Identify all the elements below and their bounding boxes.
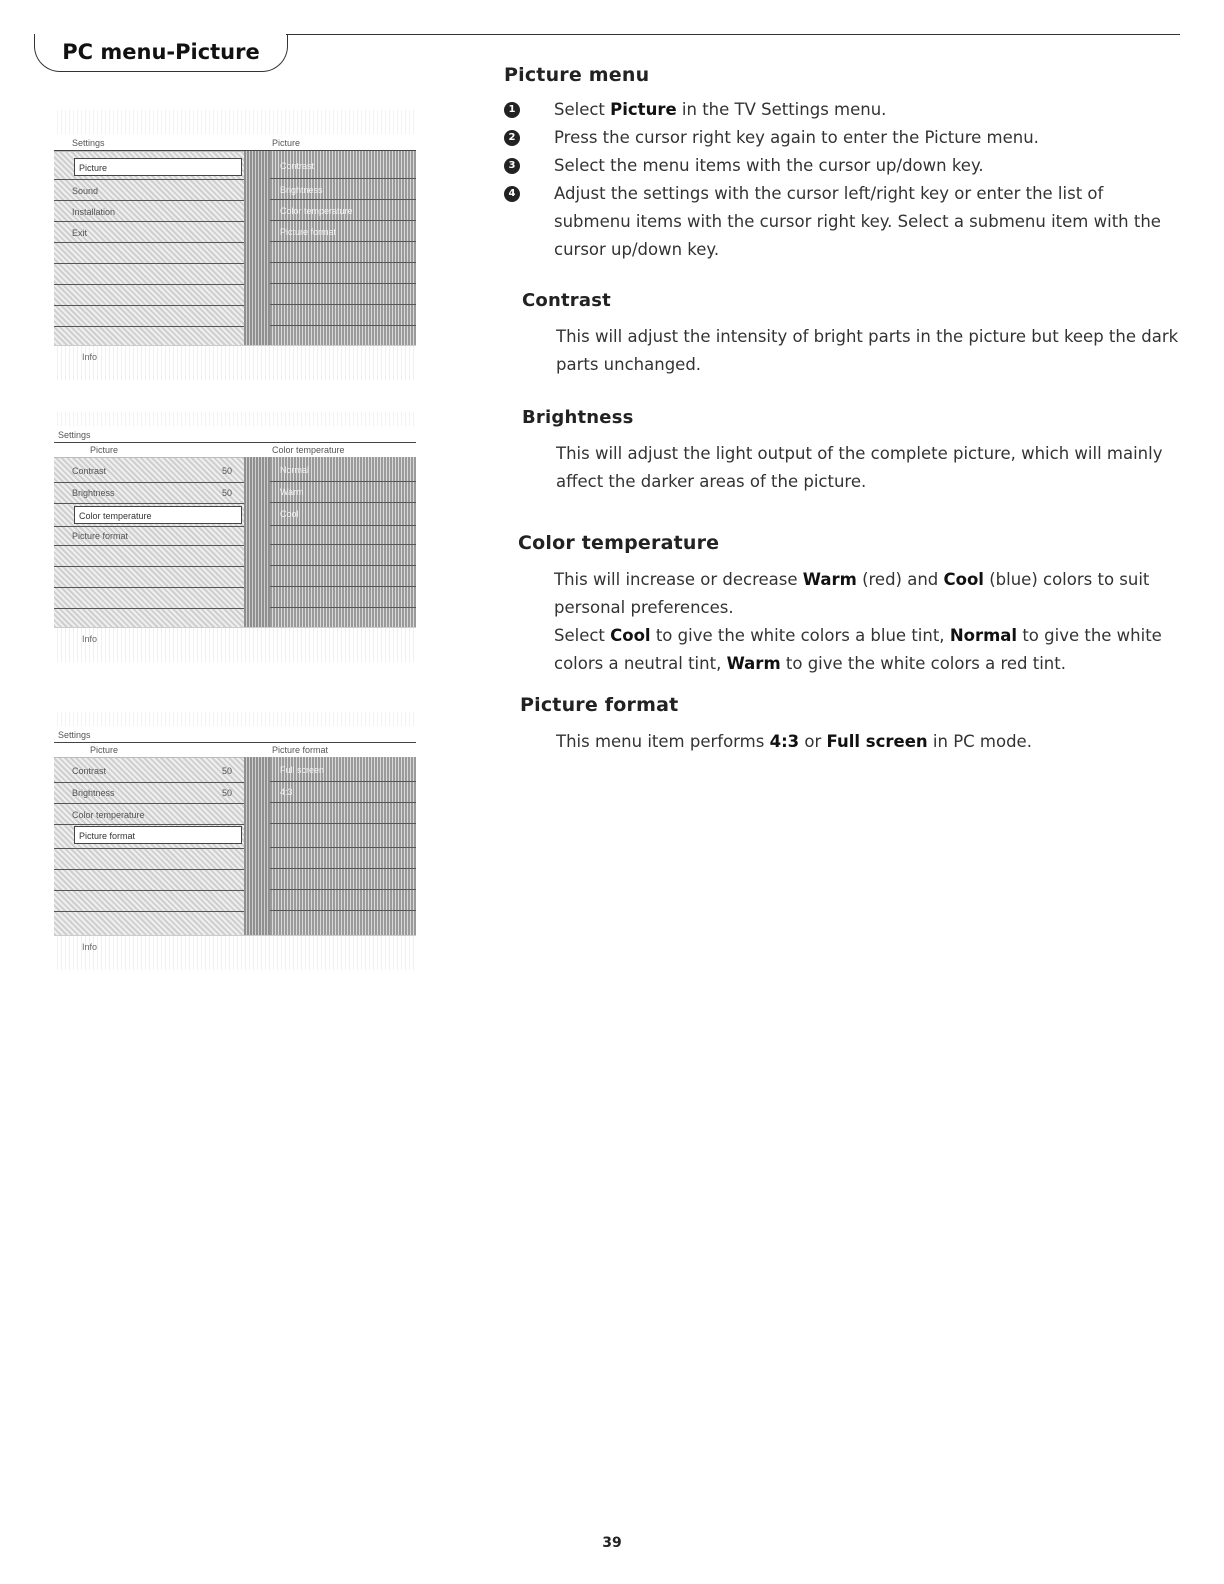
info-bar — [54, 345, 416, 380]
menu-item-exit[interactable]: Exit — [72, 228, 88, 238]
menu-subheader-right: Picture format — [272, 745, 329, 755]
submenu-item-warm[interactable]: Warm — [280, 487, 304, 497]
step-1: 1 Select Picture in the TV Settings menu. — [500, 96, 1180, 124]
menu-item-contrast[interactable]: Contrast 50 — [72, 762, 238, 780]
menu-left-panel — [54, 151, 244, 345]
menu-subheader — [54, 743, 416, 757]
screen-top-band — [54, 712, 416, 726]
submenu-item-cool[interactable]: Cool — [280, 509, 299, 519]
screen-top-band — [54, 412, 416, 426]
menu-subheader-right: Color temperature — [272, 445, 345, 455]
section-title: PC menu-Picture — [62, 40, 260, 64]
picture-menu-steps — [500, 96, 1180, 264]
info-bar — [54, 627, 416, 662]
menu-body — [54, 757, 416, 935]
menu-header-right: Picture — [272, 138, 301, 148]
color-temperature-heading: Color temperature — [518, 532, 720, 554]
info-label: Info — [82, 352, 98, 362]
step-number-icon: 2 — [504, 130, 520, 146]
brightness-heading: Brightness — [522, 407, 634, 428]
tv-screen-settings-picture — [54, 110, 416, 380]
menu-item-picture[interactable]: Picture — [74, 158, 242, 176]
submenu-item-picture-format[interactable]: Picture format — [280, 227, 337, 237]
menu-item-picture-format[interactable]: Picture format — [74, 826, 242, 844]
menu-subheader — [54, 443, 416, 457]
section-title-tab — [34, 34, 288, 72]
step-3: 3 Select the menu items with the cursor up/down key. — [500, 152, 1180, 180]
step-4: 4 Adjust the settings with the cursor left/right key or enter the list of submenu items with the cursor right key. Select a submenu item with the cursor up/down key. — [500, 180, 1180, 264]
menu-item-brightness[interactable]: Brightness 50 — [72, 484, 238, 502]
menu-item-installation[interactable]: Installation — [72, 207, 116, 217]
menu-header-left: Settings — [58, 730, 91, 740]
contrast-heading: Contrast — [522, 290, 611, 311]
menu-header — [54, 426, 416, 443]
contrast-value: 50 — [221, 766, 232, 776]
menu-header-left: Settings — [58, 430, 91, 440]
screen-top-band — [54, 110, 416, 134]
color-temperature-text-1: This will increase or decrease Warm (red) and Cool (blue) colors to suit personal preferences. — [554, 570, 1150, 617]
menu-right-panel — [270, 457, 416, 627]
menu-subheader-left: Picture — [90, 745, 119, 755]
step-number-icon: 1 — [504, 102, 520, 118]
menu-header — [54, 726, 416, 743]
info-bar — [54, 935, 416, 970]
menu-item-color-temperature[interactable]: Color temperature — [74, 506, 242, 524]
picture-format-heading: Picture format — [520, 694, 679, 716]
submenu-item-full-screen[interactable]: Full screen — [280, 765, 325, 775]
menu-divider — [244, 457, 270, 627]
brightness-text: This will adjust the light output of the complete picture, which will mainly affect the darker areas of the picture. — [556, 444, 1163, 491]
submenu-item-normal[interactable]: Normal — [280, 465, 310, 475]
menu-header — [54, 134, 416, 151]
tv-screen-color-temperature — [54, 412, 416, 662]
submenu-item-color-temperature[interactable]: Color temperature — [280, 206, 353, 216]
step-number-icon: 4 — [504, 186, 520, 202]
menu-item-color-temperature[interactable]: Color temperature — [72, 810, 145, 820]
submenu-item-4-3[interactable]: 4:3 — [280, 787, 293, 797]
menu-right-panel — [270, 151, 416, 345]
menu-header-left: Settings — [72, 138, 105, 148]
menu-item-brightness[interactable]: Brightness 50 — [72, 784, 238, 802]
submenu-item-contrast[interactable]: Contrast — [280, 161, 315, 171]
picture-menu-heading: Picture menu — [504, 64, 650, 86]
contrast-value: 50 — [221, 466, 232, 476]
menu-divider — [244, 151, 270, 345]
info-label: Info — [82, 634, 98, 644]
submenu-item-brightness[interactable]: Brightness — [280, 185, 323, 195]
info-label: Info — [82, 942, 98, 952]
menu-divider — [244, 757, 270, 935]
brightness-value: 50 — [221, 788, 232, 798]
step-number-icon: 3 — [504, 158, 520, 174]
menu-left-panel — [54, 457, 244, 627]
instructions-column — [500, 64, 1180, 756]
color-temperature-text-2: Select Cool to give the white colors a blue tint, Normal to give the white colors a neutral tint, Warm to give the white colors a red tint. — [554, 626, 1162, 673]
menu-left-panel — [54, 757, 244, 935]
menu-item-contrast[interactable]: Contrast 50 — [72, 462, 238, 480]
menu-right-panel — [270, 757, 416, 935]
menu-item-picture-format[interactable]: Picture format — [72, 531, 129, 541]
menu-item-sound[interactable]: Sound — [72, 186, 99, 196]
picture-format-text: This menu item performs 4:3 or Full screen in PC mode. — [556, 732, 1032, 751]
step-2: 2 Press the cursor right key again to enter the Picture menu. — [500, 124, 1180, 152]
header-rule — [286, 34, 1180, 35]
menu-subheader-left: Picture — [90, 445, 119, 455]
brightness-value: 50 — [221, 488, 232, 498]
menu-body — [54, 457, 416, 627]
tv-screen-picture-format — [54, 712, 416, 970]
contrast-text: This will adjust the intensity of bright parts in the picture but keep the dark parts unchanged. — [556, 327, 1179, 374]
page-number: 39 — [602, 1535, 622, 1551]
menu-body — [54, 151, 416, 345]
